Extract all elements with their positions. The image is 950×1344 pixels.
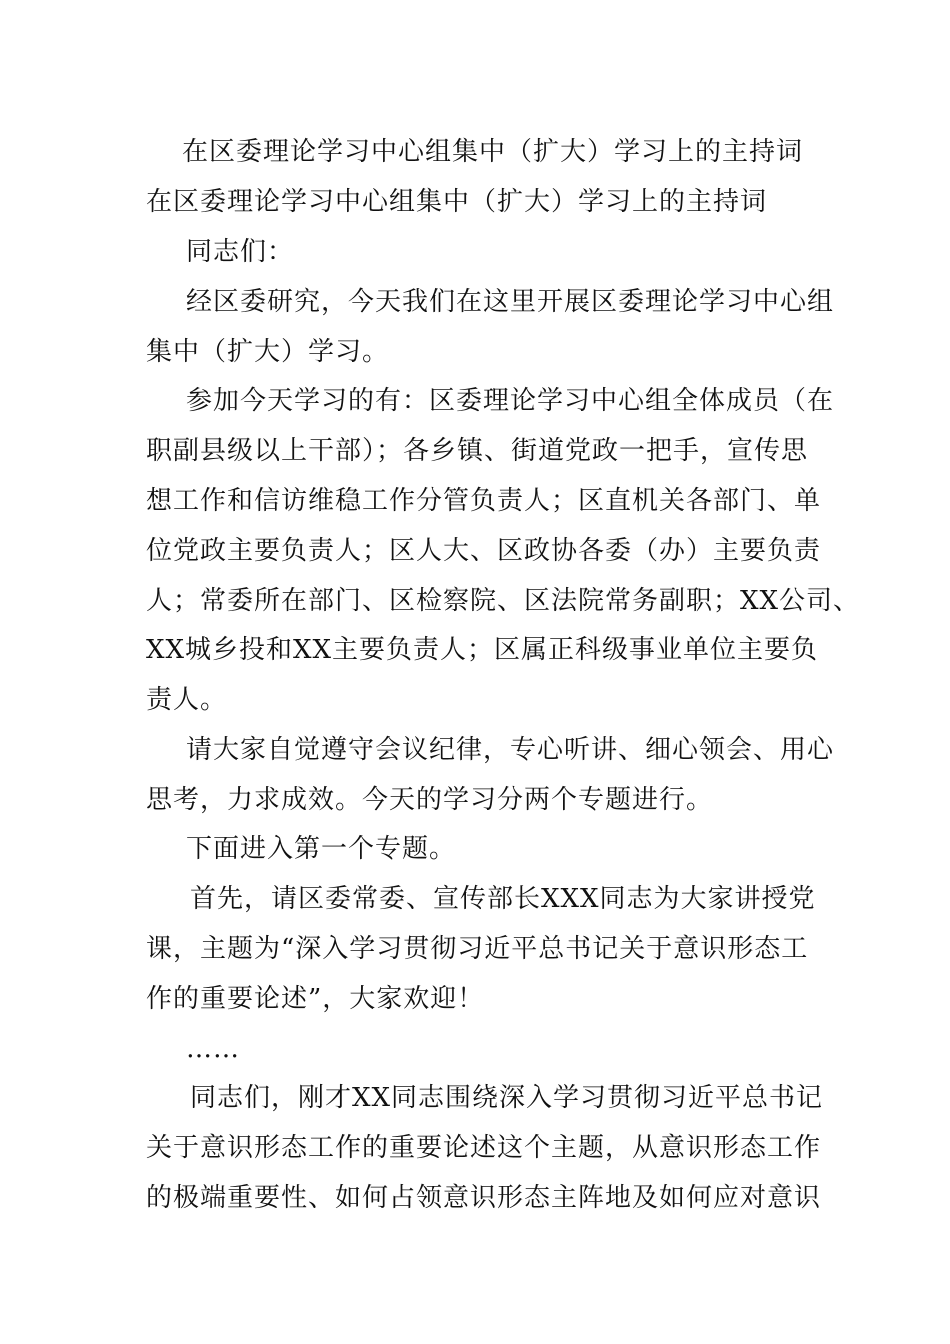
paragraph-line: 作的重要论述”，大家欢迎！ <box>146 984 485 1014</box>
paragraph-line: 首先，请区委常委、宣传部长XXX同志为大家讲授党 <box>190 884 816 914</box>
paragraph-line: 职副县级以上干部）；各乡镇、街道党政一把手，宣传思 <box>146 436 809 466</box>
document-heading: 在区委理论学习中心组集中（扩大）学习上的主持词 <box>182 137 804 167</box>
paragraph-line: XX城乡投和XX主要负责人；区属正科级事业单位主要负 <box>146 635 819 665</box>
paragraph-line: 的极端重要性、如何占领意识形态主阵地及如何应对意识 <box>146 1183 822 1213</box>
paragraph-line: 同志们，刚才XX同志围绕深入学习贯彻习近平总书记 <box>190 1083 824 1113</box>
paragraph-line: 关于意识形态工作的重要论述这个主题，从意识形态工作 <box>146 1133 822 1163</box>
paragraph-line: 请大家自觉遵守会议纪律，专心听讲、细心领会、用心 <box>186 735 835 765</box>
document-subheading: 在区委理论学习中心组集中（扩大）学习上的主持词 <box>146 187 768 217</box>
paragraph-line: 参加今天学习的有：区委理论学习中心组全体成员（在 <box>186 386 835 416</box>
paragraph-line: 思考，力求成效。今天的学习分两个专题进行。 <box>146 785 714 815</box>
paragraph-line: 下面进入第一个专题。 <box>186 834 457 864</box>
paragraph-line: 课，主题为“深入学习贯彻习近平总书记关于意识形态工 <box>146 934 809 964</box>
paragraph-line: 集中（扩大）学习。 <box>146 337 390 367</box>
paragraph-line: 人；常委所在部门、区检察院、区法院常务副职；XX公司、 <box>146 586 861 616</box>
paragraph-line: …… <box>186 1034 240 1064</box>
paragraph-line: 位党政主要负责人；区人大、区政协各委（办）主要负责 <box>146 536 822 566</box>
paragraph-line: 经区委研究，今天我们在这里开展区委理论学习中心组 <box>186 287 835 317</box>
paragraph-line: 责人。 <box>146 685 228 715</box>
paragraph-line: 想工作和信访维稳工作分管负责人；区直机关各部门、单 <box>146 486 822 516</box>
paragraph-line: 同志们： <box>186 237 295 267</box>
